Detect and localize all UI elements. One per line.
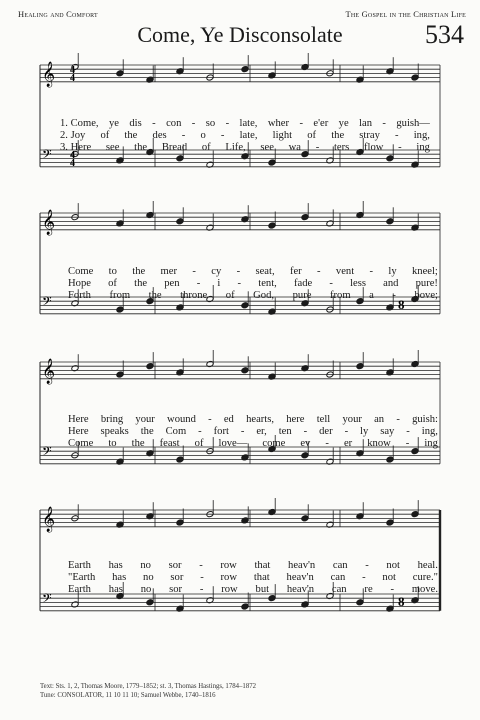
lyric-syllable: ed bbox=[223, 414, 234, 425]
lyric-syllable: - bbox=[240, 426, 245, 437]
tune-credit: Tune: CONSOLATOR, 11 10 11 10; Samuel Webbe, 1740–1816 bbox=[40, 691, 216, 699]
lyric-syllable: - bbox=[325, 438, 329, 449]
lyric-syllable: "Earth bbox=[68, 572, 96, 583]
lyric-syllable: - bbox=[200, 572, 204, 583]
lyric-syllable: has bbox=[108, 560, 123, 571]
lyric-syllable: wound bbox=[167, 414, 196, 425]
lyric-syllable: God, bbox=[253, 290, 275, 301]
lyric-line bbox=[68, 426, 438, 437]
lyric-syllable: so bbox=[205, 118, 216, 129]
lyric-syllable: hearts, bbox=[246, 414, 275, 425]
lyric-syllable: 3. Here bbox=[60, 142, 92, 153]
lyric-syllable: Com bbox=[165, 426, 187, 437]
lyric-syllable: ing bbox=[424, 438, 438, 449]
lyric-syllable: and bbox=[383, 278, 399, 289]
lyric-syllable: i bbox=[217, 278, 221, 289]
lyric-syllable: - bbox=[395, 130, 399, 141]
lyric-syllable: an bbox=[374, 414, 385, 425]
lyric-syllable: Come bbox=[68, 438, 94, 449]
lyric-syllable: Earth bbox=[68, 560, 91, 571]
lyric-syllable: - bbox=[382, 118, 386, 129]
lyric-syllable: mer bbox=[160, 266, 178, 277]
treble-clef-icon: 𝄞 bbox=[42, 359, 56, 384]
lyric-line bbox=[68, 584, 438, 595]
lyric-syllable: - bbox=[299, 118, 303, 129]
lyric-syllable: the bbox=[331, 130, 345, 141]
lyric-syllable: - bbox=[390, 584, 394, 595]
treble-clef-icon: 𝄞 bbox=[42, 62, 56, 87]
lyric-syllable: row bbox=[220, 560, 237, 571]
lyric-syllable: come bbox=[262, 438, 286, 449]
lyric-syllable: pure! bbox=[415, 278, 438, 289]
lyric-syllable: no bbox=[140, 584, 152, 595]
lyric-syllable: Earth bbox=[68, 584, 91, 595]
lyric-line bbox=[68, 266, 438, 277]
lyric-syllable: Life, bbox=[225, 142, 246, 153]
lyric-syllable: Bread bbox=[161, 142, 188, 153]
lyric-syllable: Forth bbox=[68, 290, 91, 301]
lyric-syllable: of bbox=[194, 438, 204, 449]
lyric-syllable: Here bbox=[68, 426, 89, 437]
lyric-syllable: guish: bbox=[412, 414, 438, 425]
lyric-syllable: of bbox=[201, 142, 211, 153]
lyric-syllable: less bbox=[350, 278, 366, 289]
time-signature-top: 4 bbox=[70, 65, 75, 76]
lyric-syllable: move. bbox=[411, 584, 438, 595]
lyric-syllable: cy bbox=[211, 266, 222, 277]
lyric-line bbox=[68, 438, 438, 449]
lyric-syllable: here bbox=[286, 414, 305, 425]
lyric-line bbox=[68, 278, 438, 289]
lyric-syllable: not bbox=[386, 560, 400, 571]
lyric-syllable: of bbox=[100, 130, 110, 141]
lyric-syllable: o bbox=[200, 130, 206, 141]
lyric-syllable: - bbox=[315, 142, 320, 153]
lyric-line bbox=[68, 572, 438, 583]
lyric-syllable: tell bbox=[316, 414, 331, 425]
lyric-syllable: say bbox=[380, 426, 395, 437]
lyric-syllable: ye bbox=[108, 118, 119, 129]
lyric-line bbox=[60, 118, 430, 129]
lyric-syllable: - bbox=[199, 560, 203, 571]
lyric-syllable: throne bbox=[180, 290, 208, 301]
lyric-syllable: your bbox=[342, 414, 362, 425]
lyric-line bbox=[60, 142, 430, 153]
lyric-syllable: row bbox=[221, 584, 238, 595]
bass-clef-icon: 𝄢 bbox=[42, 147, 52, 165]
lyric-syllable: lan bbox=[359, 118, 372, 129]
lyric-syllable: bove; bbox=[414, 290, 438, 301]
lyric-syllable: kneel; bbox=[411, 266, 438, 277]
lyric-syllable: from bbox=[109, 290, 131, 301]
lyric-syllable: - bbox=[198, 426, 202, 437]
lyric-syllable: has bbox=[112, 572, 127, 583]
lyric-syllable: the bbox=[124, 130, 138, 141]
lyric-syllable: that bbox=[253, 572, 270, 583]
lyric-syllable: flow bbox=[364, 142, 384, 153]
lyric-syllable: can bbox=[332, 560, 348, 571]
lyric-syllable: - bbox=[199, 584, 204, 595]
lyric-line bbox=[68, 290, 438, 301]
text-credit: Text: Sts. 1, 2, Thomas Moore, 1779–1852; st. 3, Thomas Hastings, 1784–1872 bbox=[40, 683, 257, 690]
lyric-syllable: bring bbox=[100, 414, 124, 425]
lyric-syllable: love— bbox=[218, 438, 248, 449]
lyric-syllable: - bbox=[398, 142, 402, 153]
lyric-syllable: - bbox=[369, 266, 374, 277]
lyric-syllable: ly bbox=[388, 266, 397, 277]
lyric-syllable: light bbox=[272, 130, 293, 141]
measure-number: 8 bbox=[398, 297, 405, 312]
lyric-syllable: - bbox=[236, 266, 241, 277]
lyric-syllable: feast bbox=[159, 438, 180, 449]
time-signature-bottom: 4 bbox=[70, 158, 75, 169]
lyric-syllable: of bbox=[108, 278, 117, 289]
lyric-syllable: but bbox=[255, 584, 270, 595]
lyric-syllable: - bbox=[303, 426, 308, 437]
lyric-syllable: Hope bbox=[68, 278, 91, 289]
lyric-syllable: pen bbox=[164, 278, 180, 289]
bass-clef-icon: 𝄢 bbox=[42, 591, 52, 609]
lyric-syllable: of bbox=[307, 130, 317, 141]
lyric-syllable: a bbox=[369, 290, 374, 301]
lyric-syllable: fer bbox=[289, 266, 302, 277]
lyric-syllable: dis bbox=[129, 118, 142, 129]
lyric-syllable: has bbox=[108, 584, 123, 595]
measure-number: 8 bbox=[398, 594, 405, 609]
lyric-syllable: - bbox=[237, 278, 242, 289]
lyric-syllable: ing, bbox=[413, 130, 430, 141]
lyric-syllable: heav'n bbox=[286, 572, 314, 583]
lyric-syllable: vent bbox=[335, 266, 355, 277]
lyric-syllable: ing, bbox=[421, 426, 438, 437]
lyric-syllable: - bbox=[225, 118, 230, 129]
lyric-syllable: sor bbox=[168, 560, 182, 571]
lyric-line bbox=[68, 560, 438, 571]
lyric-syllable: - bbox=[192, 266, 196, 277]
lyric-syllable: - bbox=[405, 438, 410, 449]
lyric-syllable: to bbox=[108, 266, 117, 277]
lyric-syllable: - bbox=[362, 572, 366, 583]
lyric-syllable: ing bbox=[416, 142, 430, 153]
lyric-line bbox=[68, 414, 438, 425]
lyric-syllable: guish— bbox=[396, 118, 430, 129]
lyric-syllable: your bbox=[135, 414, 155, 425]
hymn-number: 534 bbox=[425, 20, 464, 49]
lyric-syllable: the bbox=[134, 278, 148, 289]
lyric-syllable: can bbox=[331, 584, 347, 595]
lyric-syllable: - bbox=[196, 278, 201, 289]
lyric-syllable: fort bbox=[213, 426, 229, 437]
lyric-syllable: late, bbox=[239, 130, 258, 141]
lyric-syllable: of bbox=[225, 290, 235, 301]
lyric-syllable: 1. Come, bbox=[60, 118, 99, 129]
lyric-syllable: the bbox=[148, 290, 162, 301]
lyric-syllable: ev bbox=[300, 438, 311, 449]
lyric-syllable: Come bbox=[68, 266, 94, 277]
lyric-syllable: - bbox=[317, 266, 321, 277]
lyric-syllable: tent, bbox=[258, 278, 277, 289]
lyric-syllable: Here bbox=[68, 414, 89, 425]
lyric-syllable: - bbox=[152, 118, 156, 129]
lyric-syllable: e'er bbox=[313, 118, 329, 129]
lyric-syllable: not bbox=[382, 572, 396, 583]
bass-clef-icon: 𝄢 bbox=[42, 294, 52, 312]
lyric-line bbox=[60, 130, 430, 141]
lyric-syllable: the bbox=[140, 426, 154, 437]
time-signature-top: 4 bbox=[70, 150, 75, 161]
lyric-syllable: to bbox=[108, 438, 117, 449]
lyric-syllable: - bbox=[208, 414, 212, 425]
lyric-syllable: pure bbox=[292, 290, 312, 301]
time-signature-bottom: 4 bbox=[70, 73, 75, 84]
lyric-syllable: ye bbox=[338, 118, 349, 129]
lyric-syllable: cure." bbox=[412, 572, 438, 583]
lyric-syllable: der bbox=[319, 426, 333, 437]
lyric-syllable: con bbox=[166, 118, 182, 129]
lyric-syllable: row bbox=[220, 572, 238, 583]
lyric-syllable: sor bbox=[169, 584, 183, 595]
lyric-syllable: see bbox=[105, 142, 120, 153]
lyric-syllable: ters bbox=[333, 142, 350, 153]
lyric-syllable: the bbox=[134, 142, 148, 153]
lyric-syllable: er bbox=[343, 438, 353, 449]
treble-clef-icon: 𝄞 bbox=[42, 210, 56, 235]
lyric-syllable: the bbox=[132, 266, 146, 277]
treble-clef-icon: 𝄞 bbox=[42, 507, 56, 532]
lyric-syllable: - bbox=[396, 414, 400, 425]
hymn-title: Come, Ye Disconsolate bbox=[137, 22, 343, 47]
lyric-syllable: fade bbox=[293, 278, 313, 289]
lyric-syllable: no bbox=[140, 560, 151, 571]
lyric-syllable: - bbox=[181, 130, 186, 141]
lyric-syllable: that bbox=[254, 560, 271, 571]
lyric-syllable: heal. bbox=[417, 560, 438, 571]
lyric-syllable: see bbox=[260, 142, 274, 153]
lyric-syllable: 2. Joy bbox=[60, 130, 86, 141]
lyric-syllable: er, bbox=[256, 426, 267, 437]
lyric-syllable: - bbox=[392, 290, 396, 301]
lyric-syllable: the bbox=[131, 438, 145, 449]
lyric-syllable: - bbox=[344, 426, 349, 437]
lyric-syllable: - bbox=[365, 560, 369, 571]
lyric-syllable: - bbox=[329, 278, 333, 289]
lyric-syllable: ly bbox=[360, 426, 369, 437]
section-header: Healing and Comfort bbox=[18, 9, 98, 19]
lyric-syllable: can bbox=[330, 572, 346, 583]
part-header: The Gospel in the Christian Life bbox=[345, 9, 466, 19]
lyric-syllable: seat, bbox=[255, 266, 275, 277]
lyric-syllable: re bbox=[364, 584, 373, 595]
lyric-syllable: wher bbox=[267, 118, 290, 129]
lyric-syllable: from bbox=[329, 290, 351, 301]
credits bbox=[40, 683, 256, 700]
lyric-syllable: wa bbox=[288, 142, 302, 153]
lyric-syllable: know bbox=[367, 438, 391, 449]
lyric-syllable: des bbox=[152, 130, 167, 141]
lyric-syllable: speaks bbox=[100, 426, 129, 437]
lyric-syllable: stray bbox=[359, 130, 380, 141]
lyric-syllable: - bbox=[406, 426, 410, 437]
lyric-syllable: heav'n bbox=[288, 560, 316, 571]
lyric-syllable: heav'n bbox=[286, 584, 315, 595]
lyric-syllable: - bbox=[191, 118, 196, 129]
lyric-syllable: no bbox=[143, 572, 154, 583]
lyric-syllable: ten bbox=[278, 426, 292, 437]
lyric-syllable: late, bbox=[239, 118, 258, 129]
lyric-syllable: - bbox=[220, 130, 225, 141]
lyric-syllable: sor bbox=[170, 572, 184, 583]
bass-clef-icon: 𝄢 bbox=[42, 444, 52, 462]
